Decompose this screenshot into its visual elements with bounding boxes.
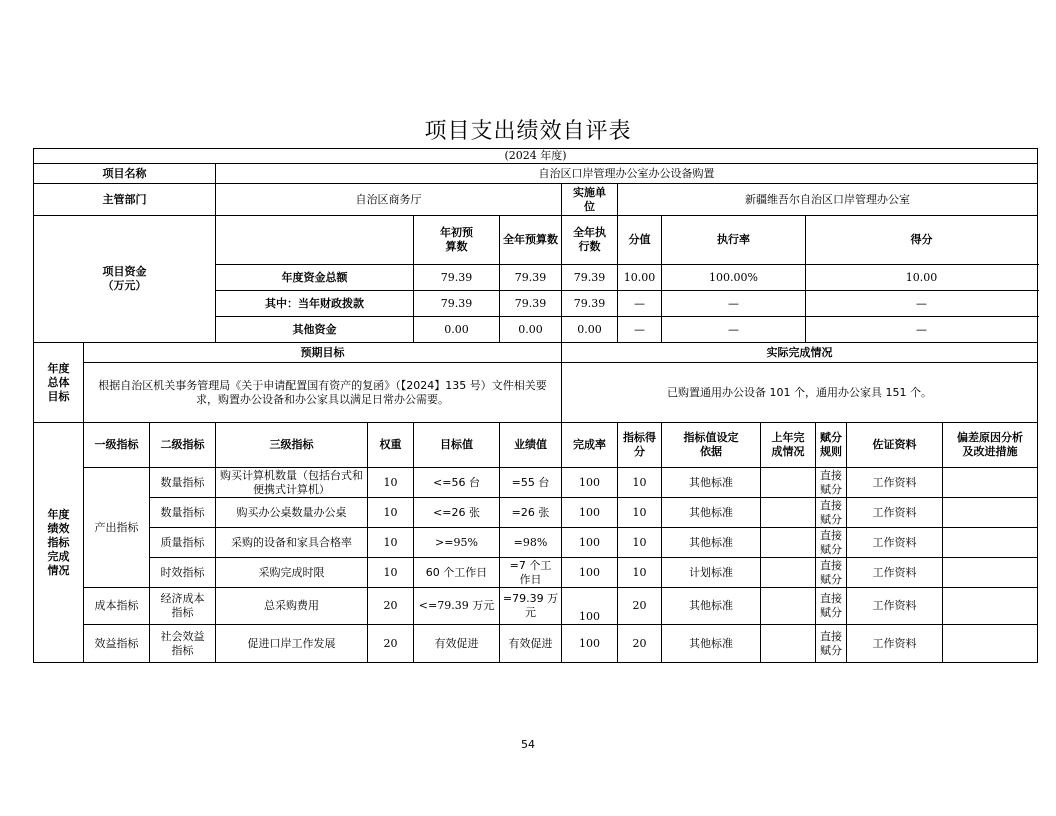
indicator-completion: 100 xyxy=(562,625,618,663)
indicator-rule: 直接赋分 xyxy=(816,558,847,588)
funds-header-blank xyxy=(216,216,414,265)
expected-goal-header: 预期目标 xyxy=(84,343,562,363)
funds-exec-rate: — xyxy=(662,317,806,343)
indicator-target: >=95% xyxy=(414,528,500,558)
indicator-last-year xyxy=(761,468,816,498)
funds-row-label: 年度资金总额 xyxy=(216,265,414,291)
expected-goal-text: 根据自治区机关事务管理局《关于申请配置国有资产的复函》（【2024】135 号）文件相关要求，购置办公设备和办公家具以满足日常办公需要。 xyxy=(84,363,562,423)
indicator-basis: 其他标准 xyxy=(662,498,761,528)
indicator-last-year xyxy=(761,588,816,625)
funds-score: — xyxy=(806,291,1038,317)
indicator-basis: 计划标准 xyxy=(662,558,761,588)
project-name-label: 项目名称 xyxy=(34,164,216,184)
indicator-rule: 直接赋分 xyxy=(816,625,847,663)
funds-full-budget: 79.39 xyxy=(500,265,562,291)
indicator-weight: 10 xyxy=(368,498,414,528)
funds-score-value: — xyxy=(618,291,662,317)
indicators-side-label: 年度绩效指标完成情况 xyxy=(34,423,84,663)
dept-value: 自治区商务厅 xyxy=(216,184,562,216)
indicator-l3: 促进口岸工作发展 xyxy=(216,625,368,663)
indicator-l2: 经济成本指标 xyxy=(150,588,216,625)
project-name-value: 自治区口岸管理办公室办公设备购置 xyxy=(216,164,1038,184)
indicator-basis: 其他标准 xyxy=(662,468,761,498)
indicator-last-year xyxy=(761,558,816,588)
indicator-weight: 10 xyxy=(368,468,414,498)
dept-label: 主管部门 xyxy=(34,184,216,216)
performance-table xyxy=(33,148,1038,663)
header-completion: 完成率 xyxy=(562,423,618,468)
group-cost: 成本指标 xyxy=(84,588,150,625)
funds-exec-rate: — xyxy=(662,291,806,317)
indicator-row xyxy=(34,468,1038,498)
indicator-deviation xyxy=(943,528,1038,558)
funds-full-budget: 79.39 xyxy=(500,291,562,317)
header-target: 目标值 xyxy=(414,423,500,468)
indicator-evidence: 工作资料 xyxy=(847,588,943,625)
funds-full-budget: 0.00 xyxy=(500,317,562,343)
indicator-target: 60 个工作日 xyxy=(414,558,500,588)
header-exec-rate: 执行率 xyxy=(662,216,806,265)
funds-initial: 0.00 xyxy=(414,317,500,343)
indicator-last-year xyxy=(761,498,816,528)
header-initial-budget: 年初预算数 xyxy=(414,216,500,265)
indicator-last-year xyxy=(761,625,816,663)
funds-initial: 79.39 xyxy=(414,265,500,291)
header-level3: 三级指标 xyxy=(216,423,368,468)
header-full-exec: 全年执行数 xyxy=(562,216,618,265)
funds-score: 10.00 xyxy=(806,265,1038,291)
funds-full-exec: 79.39 xyxy=(562,265,618,291)
group-output: 产出指标 xyxy=(84,468,150,588)
indicator-evidence: 工作资料 xyxy=(847,468,943,498)
indicator-actual: =7 个工作日 xyxy=(500,558,562,588)
indicator-actual: =26 张 xyxy=(500,498,562,528)
indicator-completion: 100 xyxy=(562,558,618,588)
header-full-budget: 全年预算数 xyxy=(500,216,562,265)
indicator-weight: 20 xyxy=(368,588,414,625)
indicator-deviation xyxy=(943,498,1038,528)
indicator-target: 有效促进 xyxy=(414,625,500,663)
impl-label: 实施单位 xyxy=(562,184,618,216)
header-level2: 二级指标 xyxy=(150,423,216,468)
indicator-actual: =79.39 万元 xyxy=(500,588,562,625)
indicator-row xyxy=(34,498,1038,528)
funds-row-label: 其中：当年财政拨款 xyxy=(216,291,414,317)
indicator-l2: 数量指标 xyxy=(150,468,216,498)
actual-result-header: 实际完成情况 xyxy=(562,343,1038,363)
funds-full-exec: 79.39 xyxy=(562,291,618,317)
indicator-score: 10 xyxy=(618,558,662,588)
indicator-deviation xyxy=(943,588,1038,625)
goals-label: 年度总体目标 xyxy=(34,343,84,423)
indicator-evidence: 工作资料 xyxy=(847,558,943,588)
indicator-row xyxy=(34,588,1038,625)
indicator-l2: 社会效益指标 xyxy=(150,625,216,663)
indicator-deviation xyxy=(943,558,1038,588)
indicator-deviation xyxy=(943,625,1038,663)
header-deviation: 偏差原因分析及改进措施 xyxy=(943,423,1038,468)
indicator-last-year xyxy=(761,528,816,558)
funds-initial: 79.39 xyxy=(414,291,500,317)
funds-score-value: 10.00 xyxy=(618,265,662,291)
indicator-target: <=56 台 xyxy=(414,468,500,498)
indicator-basis: 其他标准 xyxy=(662,528,761,558)
funds-row-label: 其他资金 xyxy=(216,317,414,343)
indicator-completion: 100 xyxy=(562,498,618,528)
indicator-basis: 其他标准 xyxy=(662,625,761,663)
indicator-row xyxy=(34,528,1038,558)
indicator-l3: 采购的设备和家具合格率 xyxy=(216,528,368,558)
indicator-evidence: 工作资料 xyxy=(847,625,943,663)
group-benefit: 效益指标 xyxy=(84,625,150,663)
header-score: 得分 xyxy=(806,216,1038,265)
indicator-score: 20 xyxy=(618,588,662,625)
header-evidence: 佐证资料 xyxy=(847,423,943,468)
indicator-l2: 时效指标 xyxy=(150,558,216,588)
indicator-evidence: 工作资料 xyxy=(847,498,943,528)
funds-score: — xyxy=(806,317,1038,343)
indicator-row xyxy=(34,558,1038,588)
actual-result-text: 已购置通用办公设备 101 个，通用办公家具 151 个。 xyxy=(562,363,1038,423)
indicator-weight: 10 xyxy=(368,558,414,588)
indicator-l3: 购买办公桌数量办公桌 xyxy=(216,498,368,528)
indicator-row xyxy=(34,625,1038,663)
indicator-basis: 其他标准 xyxy=(662,588,761,625)
indicator-rule: 直接赋分 xyxy=(816,588,847,625)
indicator-actual: =55 台 xyxy=(500,468,562,498)
header-basis: 指标值设定依据 xyxy=(662,423,761,468)
funds-label: 项目资金 （万元） xyxy=(34,216,216,343)
indicator-score: 10 xyxy=(618,498,662,528)
indicator-rule: 直接赋分 xyxy=(816,528,847,558)
header-actual: 业绩值 xyxy=(500,423,562,468)
funds-exec-rate: 100.00% xyxy=(662,265,806,291)
header-weight: 权重 xyxy=(368,423,414,468)
indicator-target: <=79.39 万元 xyxy=(414,588,500,625)
indicator-weight: 10 xyxy=(368,528,414,558)
header-score-value: 分值 xyxy=(618,216,662,265)
funds-score-value: — xyxy=(618,317,662,343)
page-number: 54 xyxy=(521,738,535,751)
year-note: (2024 年度) xyxy=(34,149,1038,164)
indicator-l2: 质量指标 xyxy=(150,528,216,558)
indicator-actual: =98% xyxy=(500,528,562,558)
indicator-completion: 100 xyxy=(562,528,618,558)
indicator-score: 20 xyxy=(618,625,662,663)
indicator-score: 10 xyxy=(618,528,662,558)
header-ind-score: 指标得分 xyxy=(618,423,662,468)
header-level1: 一级指标 xyxy=(84,423,150,468)
indicator-rule: 直接赋分 xyxy=(816,498,847,528)
indicator-deviation xyxy=(943,468,1038,498)
header-last-year: 上年完成情况 xyxy=(761,423,816,468)
indicator-target: <=26 张 xyxy=(414,498,500,528)
indicator-score: 10 xyxy=(618,468,662,498)
indicator-rule: 直接赋分 xyxy=(816,468,847,498)
header-rule: 赋分规则 xyxy=(816,423,847,468)
indicator-completion: 100 xyxy=(562,468,618,498)
indicator-l3: 总采购费用 xyxy=(216,588,368,625)
indicator-completion: 100 xyxy=(562,588,618,625)
page-title: 项目支出绩效自评表 xyxy=(424,119,632,144)
funds-full-exec: 0.00 xyxy=(562,317,618,343)
indicator-actual: 有效促进 xyxy=(500,625,562,663)
indicator-l3: 购买计算机数量（包括台式和便携式计算机） xyxy=(216,468,368,498)
indicator-evidence: 工作资料 xyxy=(847,528,943,558)
indicator-l3: 采购完成时限 xyxy=(216,558,368,588)
impl-value: 新疆维吾尔自治区口岸管理办公室 xyxy=(618,184,1038,216)
indicator-l2: 数量指标 xyxy=(150,498,216,528)
indicator-weight: 20 xyxy=(368,625,414,663)
